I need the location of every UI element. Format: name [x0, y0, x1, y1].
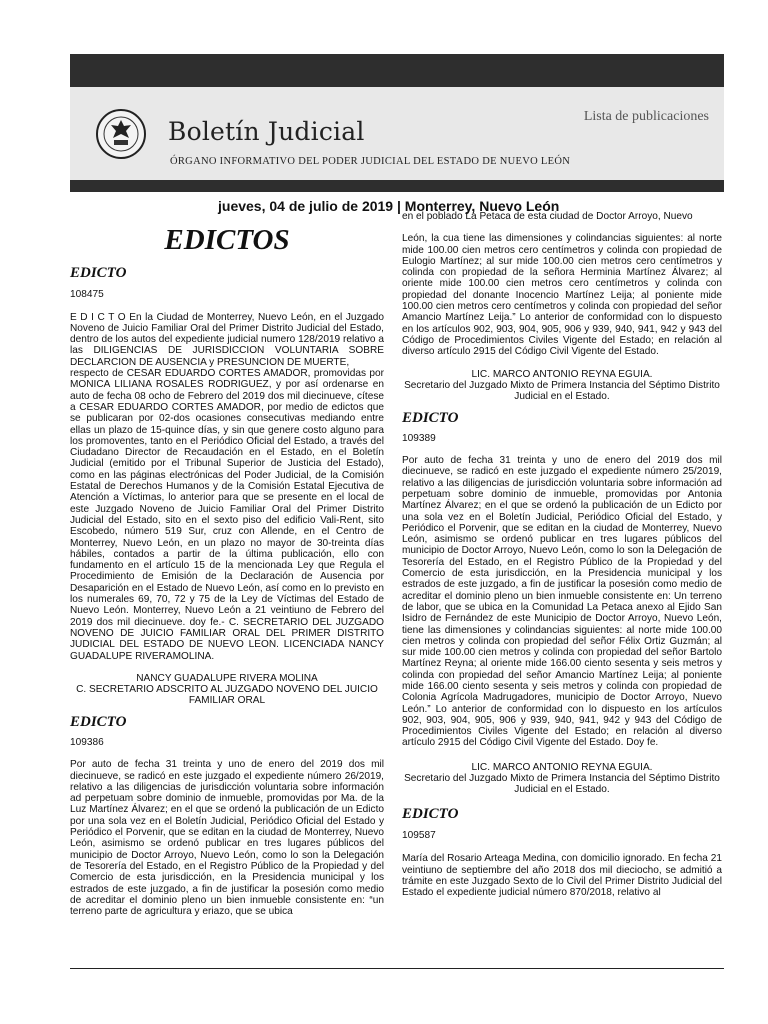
edicto-body: María del Rosario Arteaga Medina, con domicilio ignorado. En fecha 21 veintiuno de septiembre del año 2018 dos mil dieciocho, se admitió a trámite en este Juzgado Sexto de lo Civil del Primer Distrito Judicial del Estado el expediente judicial número 870/2018, relativo al: [402, 853, 722, 899]
signer-title: C. SECRETARIO ADSCRITO AL JUZGADO NOVENO DEL JUICIO FAMILIAR ORAL: [76, 684, 378, 707]
signer-name: NANCY GUADALUPE RIVERA MOLINA: [136, 672, 318, 684]
judicial-seal-icon: [96, 109, 146, 159]
edicto-heading: EDICTO: [402, 805, 459, 822]
continuation-text: en el poblado La Petaca de esta ciudad de Doctor Arroyo, Nuevo: [402, 211, 693, 222]
signer-name: LIC. MARCO ANTONIO REYNA EGUIA.: [471, 368, 653, 380]
list-label: Lista de publicaciones: [583, 109, 709, 124]
edicto-heading: EDICTO: [70, 713, 127, 730]
main-title: EDICTOS: [164, 224, 290, 256]
publication-title: Boletín Judicial: [168, 117, 365, 146]
signer-title: Secretario del Juzgado Mixto de Primera Instancia del Séptimo Distrito Judicial en el Estado.: [404, 379, 720, 403]
publication-subtitle: ÓRGANO INFORMATIVO DEL PODER JUDICIAL DEL ESTADO DE NUEVO LEÓN: [170, 156, 571, 167]
masthead: [70, 87, 724, 180]
continuation-text: León, la cua tiene las dimensiones y colindancias siguientes: al norte mide 100.00 cien metros cero centímetros y colinda con propiedad de Eulogio Martínez; al sur mide 100.00 cien metros cero centímetros y colinda con propiedad de la señora Herminia Martínez Álvarez; al oriente mide 100.00 cien metros cero centímetros y colinda con propiedad del donante Inocencio Martínez Leija; al poniente mide 100.00 cien metros cero centímetros y colinda con propiedad del señor Amancio Martínez Leija.” Lo anterior de conformidad con lo dispuesto en los artículos 902, 903, 904, 905, 906 y 939, 940, 941, 942 y 943 del Código de Procedimientos Civiles Vigente del Estado; en relación al diverso artículo 2915 del Código Civil Vigente del Estado.: [402, 233, 722, 358]
edicto-body: Por auto de fecha 31 treinta y uno de enero del 2019 dos mil diecinueve, se radicó en este juzgado el expediente número 25/2019, relativo a las diligencias de jurisdicción voluntaria sobre información ad perpetuam sobre dominio de inmueble, promovidas por Antonia Martínez Álvarez; en el que se ordenó la publicación de un Edicto por una sola vez en el Boletín Judicial, Periódico Oficial del Estado, y Periódico el Porvenir, que se editan en la ciudad de Monterrey, Nuevo León, asimismo se ordenó publicar en tres lugares públicos del municipio de Doctor Arroyo, Nuevo León, como lo son la Delegación de Tesorería del Estado, en el Registro Público de la Propiedad y del Comercio de esta jurisdicción, en la Presidencia municipal y los estrados de este juzgado, a fin de justificar la posesión como medio de acreditar el dominio pleno un bien inmueble consistente en: Un terreno de labor, que se ubica en la Comunidad La Petaca anexo al Ejido San Isidro de Fernández de este Municipio de Doctor Arroyo, Nuevo León, tiene las dimensiones y colindancias siguientes: al norte mide 100.00 cien metros y colinda con propiedad del señor Félix Ortiz Guzmán; al sur mide 100.00 cien metros y colinda con propiedad del señor Bartolo Martínez Reyna; al oriente mide 166.00 ciento sesenta y seis metros y colinda con propiedad del señor Amancio Martínez Leija; al poniente mide 166.00 ciento sesenta y seis metros y colinda con propiedad de Colonia Agrícola Madrugadores, municipio de Doctor Arroyo, Nuevo León.” Lo anterior de conformidad con lo dispuesto en los artículos 902, 903, 904, 905, 906 y 939, 940, 941, 942 y 943 del Código de Procedimientos Civiles Vigente del Estado; en relación al diverso artículo 2915 del Código Civil Vigente del Estado. Doy fe.: [402, 455, 722, 749]
footer-rule: [70, 968, 724, 969]
signer-name: LIC. MARCO ANTONIO REYNA EGUIA.: [471, 761, 653, 773]
header-bottom-bar: [70, 180, 724, 192]
edicto-heading: EDICTO: [402, 410, 459, 427]
right-column: [402, 211, 722, 898]
edicto-body: respecto de CESAR EDUARDO CORTES AMADOR, promovidas por MONICA LILIANA ROSALES RODRIGUEZ, y por así ordenarse en auto de fecha 08 ocho de Febrero del 2019 dos mil diecinueve, cítese a CESAR EDUARDO CORTES AMADOR, por medio de edictos que se publicaran por 02-dos ocasiones consecutivas mediando entre ellas un plazo de 15-quince días, y sin que genere costo alguno para los promoventes, tanto en el Periódico Oficial del Estado, a través del Ciudadano Director de Recaudación en el Estado, en el Boletín Judicial (emitido por el Tribunal Superior de Justicia del Estado), como en las páginas electrónicas del Poder Judicial, de la Comisión Estatal de Derechos Humanos y de la Comisión Estatal Ejecutiva de Atención a Víctimas, lo anterior para que se presente en el local de este Juzgado Noveno de Juicio Familiar Oral del Primer Distrito Judicial del Estado, sito en el sexto piso del edificio Vali-Rent, sito Escobedo, número 519 Sur, cruz con Allende, en el Centro de Monterrey, Nuevo León, en un plazo no mayor de 30-treinta días hábiles, contados a partir de la última publicación, ello con fundamento en el artículo 15 de la mencionada Ley que Regula el Procedimiento de Emisión de la Declaración de Ausencia por Desaparición en el Estado de Nuevo León, así como en lo previsto en los numerales 69, 70, 72 y 75 de la Ley de Víctimas del Estado de Nuevo León. Monterrey, Nuevo León a 21 veintiuno de Febrero del 2019 dos mil diecinueve. doy fe.- C. SECRETARIO DEL JUZGADO NOVENO DE JUICIO FAMILIAR ORAL DEL PRIMER DISTRITO JUDICIAL DEL ESTADO DE NUEVO LEON. LICENCIADA NANCY GUADALUPE RIVERAMOLINA.: [70, 368, 384, 662]
dateline: jueves, 04 de julio de 2019 | Monterrey, Nuevo León: [218, 198, 560, 214]
edicto-number: 108475: [70, 289, 104, 301]
header-top-bar: [70, 54, 724, 87]
signer-title: Secretario del Juzgado Mixto de Primera Instancia del Séptimo Distrito Judicial en el Estado.: [404, 773, 720, 796]
left-column: [70, 212, 384, 917]
edicto-number: 109389: [402, 432, 436, 444]
edicto-body: Por auto de fecha 31 treinta y uno de enero del 2019 dos mil diecinueve, se radicó en este juzgado el expediente número 26/2019, relativo a las diligencias de jurisdicción voluntaria sobre información ad perpetuam sobre dominio de inmueble, promovidas por Ma. de la Luz Martínez Álvarez; en el que se ordenó la publicación de un Edicto por una sola vez en el Boletín Judicial, Periódico Oficial del Estado y Periódico el Porvenir, que se editan en la ciudad de Monterrey, Nuevo León, asimismo se ordenó publicar en tres lugares públicos del municipio de Doctor Arroyo, Nuevo León, como lo son la Delegación de Tesorería del Estado, en el Registro Público de la Propiedad y del Comercio de esta jurisdicción, en la Presidencia municipal y los estrados de este juzgado, a fin de justificar la posesión como medio de acreditar el dominio pleno un bien inmueble consistente en: “un terreno parte de agricultura y eriazo, que se ubica: [70, 759, 384, 918]
edicto-number: 109386: [70, 736, 104, 748]
edicto-heading: EDICTO: [70, 265, 127, 281]
edicto-number: 109587: [402, 829, 436, 841]
edicto-body: E D I C T O En la Ciudad de Monterrey, Nuevo León, en el Juzgado Noveno de Juicio Familiar Oral del Primer Distrito Judicial del Estado, dentro de los autos del expediente judicial numero 128/2019 relativo a las DILIGENCIAS DE JURISDICCION VOLUNTARIA SOBRE DECLARCION DE AUSENCIA y PRESUNCION DE MUERTE,: [70, 311, 384, 368]
